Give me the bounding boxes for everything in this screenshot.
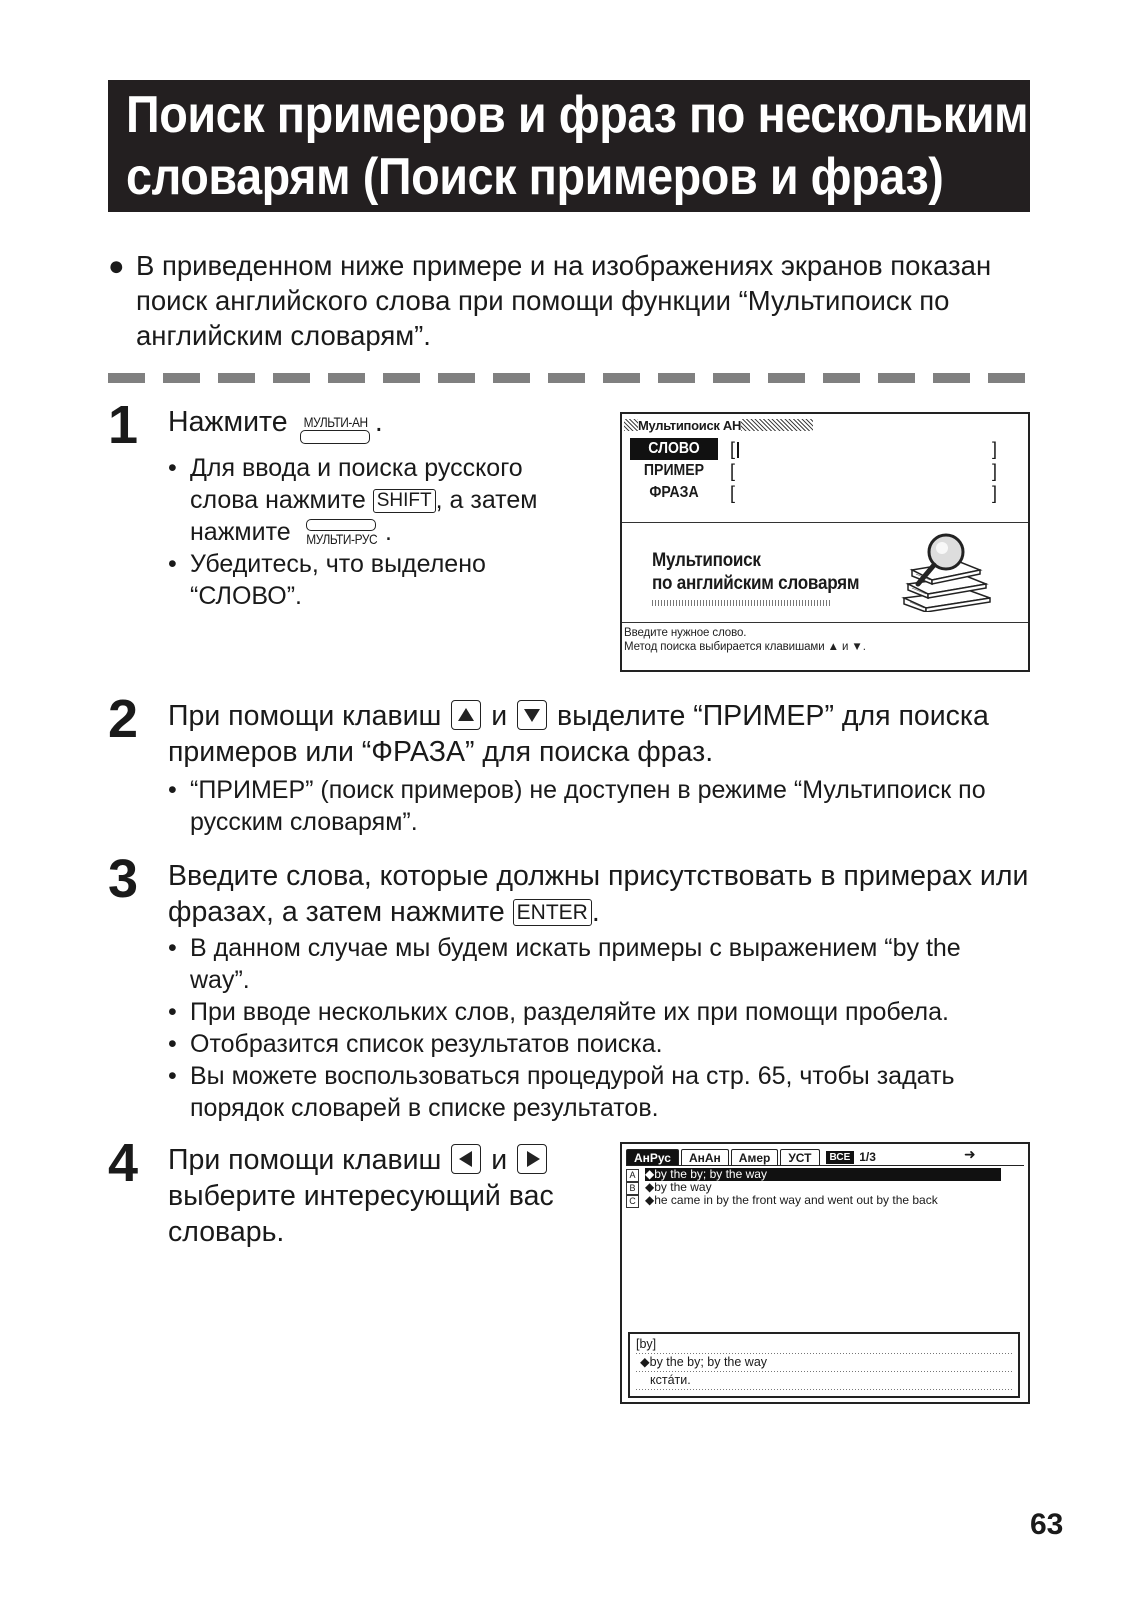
step-1-heading-text: Нажмите	[168, 406, 288, 438]
result-text: ◆by the by; by the way	[645, 1168, 1001, 1181]
key-cap-shape	[300, 430, 370, 444]
screen-header-text: Мультипоиск АН	[638, 418, 742, 433]
bracket-open: [	[730, 461, 736, 481]
title-line-2: словарям (Поиск примеров и фраз)	[126, 148, 944, 206]
intro-paragraph	[108, 248, 1038, 353]
mode-banner-line: Мультипоиск	[652, 550, 761, 571]
tab-anan[interactable]: АнАн	[681, 1149, 729, 1166]
step-2-heading-text: При помощи клавиш	[168, 700, 442, 732]
bullet-icon: •	[168, 998, 177, 1026]
step-4-and: и	[491, 1144, 508, 1176]
result-letter: B	[626, 1182, 639, 1195]
dashed-divider	[108, 373, 1030, 383]
screen-hint	[624, 626, 866, 654]
note-text: Вы можете воспользоваться процедурой на стр. 65, чтобы задать порядок словарей в списке результатов.	[190, 1062, 955, 1122]
note-text: В данном случае мы будем искать примеры с выражением “by the way”.	[190, 934, 961, 994]
right-triangle-icon	[527, 1151, 540, 1167]
step-4-heading-text: При помощи клавиш	[168, 1144, 442, 1176]
bracket-close: ]	[992, 483, 998, 503]
list-item	[168, 932, 1018, 996]
left-arrow-key-icon	[451, 1144, 481, 1174]
step-4-heading-rest: выберите интересующий вас словарь.	[168, 1180, 554, 1248]
left-triangle-icon	[459, 1151, 472, 1167]
search-mode-label: ФРАЗА	[649, 484, 699, 501]
search-mode-word[interactable]	[624, 438, 1024, 460]
step-3-heading-end: .	[591, 896, 600, 928]
multi-an-key-icon	[298, 414, 373, 444]
multi-rus-key-label: МУЛЬТИ-РУС	[305, 531, 377, 547]
mode-banner-line: по английским словарям	[652, 573, 860, 594]
list-item	[168, 548, 568, 612]
result-letter: A	[626, 1169, 639, 1182]
result-text: ◆by the way	[645, 1180, 712, 1194]
bullet-icon: •	[168, 1062, 177, 1090]
search-mode-label: СЛОВО	[630, 438, 718, 460]
preview-headword: [by]	[636, 1337, 657, 1351]
hatch-pattern	[741, 419, 813, 431]
bullet-icon: •	[168, 934, 177, 962]
step-1-heading-end: .	[374, 406, 383, 438]
down-triangle-icon	[524, 709, 540, 722]
tab-ust[interactable]: УСТ	[780, 1149, 819, 1166]
step-1-number: 1	[108, 395, 139, 455]
step-4-number: 4	[108, 1133, 139, 1193]
step-3-heading	[168, 858, 1038, 930]
bracket-close: ]	[992, 439, 998, 459]
shift-key-icon: SHIFT	[373, 489, 436, 513]
next-arrow-icon[interactable]: ➜	[964, 1146, 976, 1162]
text-cursor	[737, 442, 739, 458]
note-text: При вводе нескольких слов, разделяйте их при помощи пробела.	[190, 998, 949, 1026]
list-item	[168, 1028, 1018, 1060]
step-2-number: 2	[108, 689, 139, 749]
screen-divider	[622, 522, 1028, 523]
multi-an-key-label: МУЛЬТИ-АН	[303, 414, 368, 430]
tab-anrus[interactable]: АнРус	[626, 1149, 679, 1166]
up-triangle-icon	[458, 708, 474, 721]
note-text: , а затем нажмите	[190, 486, 538, 546]
dotted-rule	[636, 1353, 1012, 1354]
page-number: 63	[1030, 1508, 1064, 1541]
results-screen	[620, 1142, 1030, 1404]
step-2-heading-rest: выделите “ПРИМЕР” для поиска примеров или “ФРАЗА” для поиска фраз.	[168, 700, 989, 768]
intro-text: В приведенном ниже примере и на изображениях экранов показан поиск английского слова при помощи функции “Мультипоиск по английским словарям”.	[136, 250, 992, 351]
bullet-icon: •	[168, 776, 177, 804]
screen-header	[624, 418, 824, 434]
note-text: “ПРИМЕР” (поиск примеров) не доступен в режиме “Мультипоиск по русским словарям”.	[190, 776, 986, 836]
banner-underline	[652, 600, 832, 606]
hint-line: Введите нужное слово.	[624, 627, 747, 639]
note-text: Убедитесь, что выделено “СЛОВО”.	[190, 550, 486, 610]
note-text: Для ввода и поиска русского слова нажмите	[190, 454, 523, 514]
preview-translation: кстáти.	[650, 1373, 691, 1387]
books-magnifier-icon	[898, 532, 994, 612]
result-letter: C	[626, 1195, 639, 1208]
step-2-heading	[168, 698, 1028, 770]
bullet-icon: •	[168, 1030, 177, 1058]
dictionary-tabs	[626, 1148, 876, 1166]
step-3-notes	[168, 932, 1018, 1124]
bullet-icon: •	[168, 454, 177, 482]
tab-amer[interactable]: Амер	[731, 1149, 779, 1166]
bracket-open: [	[730, 439, 736, 459]
screen-divider	[622, 622, 1028, 623]
list-item[interactable]	[626, 1194, 1024, 1207]
key-cap-shape	[306, 519, 376, 531]
page-counter: 1/3	[859, 1150, 876, 1164]
multi-rus-key-icon	[300, 519, 383, 547]
dotted-rule	[636, 1371, 1012, 1372]
preview-pane	[628, 1332, 1020, 1398]
all-badge: ВСЕ	[826, 1151, 855, 1164]
step-1-heading	[168, 404, 383, 444]
right-arrow-key-icon	[517, 1144, 547, 1174]
hint-line: Метод поиска выбирается клавишами ▲ и ▼.	[624, 641, 866, 653]
page-title	[108, 80, 1030, 212]
down-arrow-key-icon	[517, 700, 547, 730]
step-3-number: 3	[108, 849, 139, 909]
enter-key-icon: ENTER	[513, 899, 592, 926]
list-item	[168, 996, 1018, 1028]
step-2-and: и	[491, 700, 508, 732]
preview-example: ◆by the by; by the way	[640, 1355, 768, 1369]
search-mode-phrase[interactable]	[624, 482, 1024, 504]
step-2-notes	[168, 774, 1018, 838]
tab-underline	[626, 1165, 1024, 1166]
dotted-rule	[636, 1389, 1012, 1390]
list-item	[168, 1060, 1018, 1124]
bullet-icon: •	[168, 550, 177, 578]
list-item	[168, 774, 1018, 838]
step-1-notes	[168, 452, 568, 612]
list-item	[168, 452, 568, 548]
bracket-close: ]	[992, 461, 998, 481]
search-mode-example[interactable]	[624, 460, 1024, 482]
bracket-open: [	[730, 483, 736, 503]
multisearch-screen	[620, 412, 1030, 672]
up-arrow-key-icon	[451, 700, 481, 730]
title-line-1: Поиск примеров и фраз по нескольким	[126, 86, 1029, 144]
note-text: .	[385, 518, 392, 546]
search-mode-label: ПРИМЕР	[643, 462, 705, 479]
note-text: Отобразится список результатов поиска.	[190, 1030, 663, 1058]
step-4-heading	[168, 1142, 598, 1250]
hatch-pattern	[624, 419, 638, 431]
mode-banner	[652, 549, 859, 595]
bullet-icon: ●	[108, 250, 125, 281]
result-text: ◆he came in by the front way and went out by the back	[645, 1193, 938, 1207]
step-3-heading-text: Введите слова, которые должны присутствовать в примерах или фразах, а затем нажмите	[168, 860, 1029, 928]
